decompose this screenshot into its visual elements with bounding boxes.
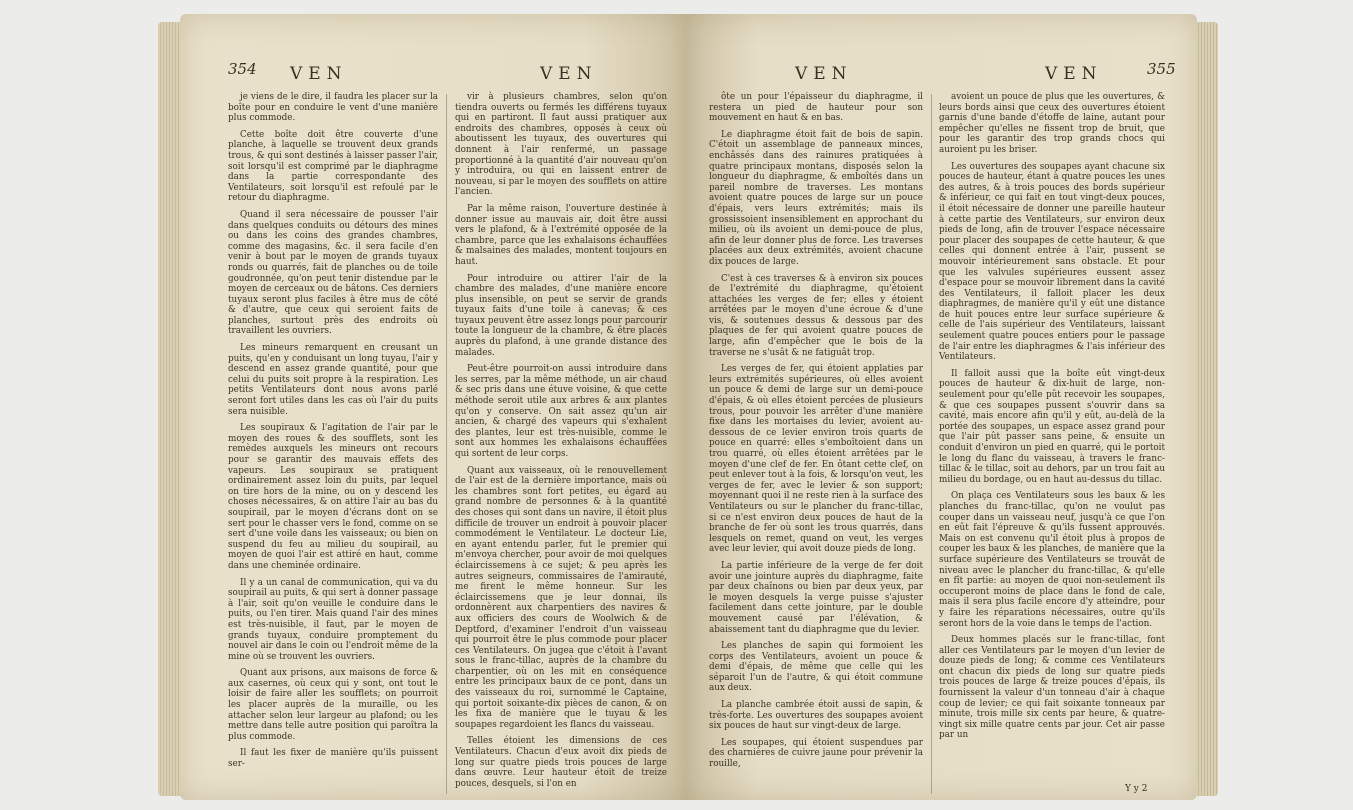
paragraph: Les verges de fer, qui étoient applaties par leurs extrémités supérieures, où elles avoient un pouce & demi de large sur un demi-pouce d'épais, & où elles étoient percées de plusieurs trous, pour pouvoir les arrêter d'une manière fixe dans les mortaises du levier, avoient au-dessous de ce levier environ trois quarts de pouce en quarré: elles s'emboîtoient dans un trou quarré, où elles étoient arrêtées par le moyen d'une clef de fer. En ôtant cette clef, on peut enlever tout à la fois, & lorsqu'on veut, les verges de fer, avec le levier & son support; moyennant quoi il ne reste rien à la surface des Ventilateurs ou sur le plancher du franc-tillac, si ce n'est environ deux pouces de haut de la branche de fer où sont les trous quarrés, dans lesquels on remet, quand on veut, les verges avec leur levier, qui avoit douze pieds de long. <box>709 364 923 555</box>
paragraph: La planche cambrée étoit aussi de sapin, & très-forte. Les ouvertures des soupapes avoient six pouces de haut sur vingt-deux de large. <box>709 700 923 732</box>
paragraph: Peut-être pourroit-on aussi introduire dans les serres, par la même méthode, un air chaud & sec pris dans une étuve voisine, & que cette méthode seroit utile aux arbres & aux plantes qu'on y conserve. On sait assez qu'un air ancien, & chargé des vapeurs qui s'exhalent des plantes, leur est très-nuisible, comme le sont aux hommes les exhalaisons échauffées qui sortent de leur corps. <box>455 364 667 459</box>
paragraph: Les soupiraux & l'agitation de l'air par le moyen des roues & des soufflets, sont les remèdes auxquels les mineurs ont recours pour se garantir des mauvais effets des vapeurs. Les soupiraux se pratiquent ordinairement assez loin du puits, par lequel on tire hors de la mine, ou on y descend les choses nécessaires, & on attire l'air au bas du soupirail, par le moyen d'écrans dont on se sert pour le chasser vers le fond, comme on se sert d'une voile dans les vaisseaux; ou bien on suspend du feu au milieu du soupirail, au moyen de quoi l'air est attiré en haut, comme dans une cheminée ordinaire. <box>228 423 438 571</box>
paragraph: La partie inférieure de la verge de fer doit avoir une jointure auprès du diaphragme, faite par deux chaînons ou bien par deux yeux, par le moyen desquels la verge puisse s'ajuster facilement dans cette jointure, par le double mouvement causé par l'élévation, & abaissement tant du diaphragme que du levier. <box>709 560 923 635</box>
paragraph: Il falloit aussi que la boîte eût vingt-deux pouces de hauteur & dix-huit de large, non-seulement pour qu'elle pût recevoir les soupapes, & que ces soupapes pussent s'ouvrir dans sa cavité, mais encore afin qu'il y eût, au-delà de la portée des soupapes, un espace assez grand pour que l'air pût passer sans peine, & ensuite un conduit d'environ un pied en quarré, qui le portoit le long du flanc du vaisseau, à travers le franc-tillac & le tillac, soit au dehors, par un trou fait au milieu du bordage, ou en haut au-dessus du tillac. <box>939 368 1165 485</box>
paragraph: Les mineurs remarquent en creusant un puits, qu'en y conduisant un long tuyau, l'air y descend en assez grande quantité, pour que celui du puits soit propre à la respiration. Les petits Ventilateurs dont nous avons parlé seront fort utiles dans les cas où l'air du puits sera nuisible. <box>228 343 438 417</box>
left-page-column-1 <box>228 92 438 776</box>
paragraph: Cette boîte doit être couverte d'une planche, à laquelle se trouvent deux grands trous, & qui sont destinés à laisser passer l'air, soit lorsqu'il est comprimé par le diaphragme dans la partie correspondante des Ventilateurs, soit lorsqu'il est refoulé par le retour du diaphragme. <box>228 129 438 204</box>
paragraph: vir à plusieurs chambres, selon qu'on tiendra ouverts ou fermés les différens tuyaux qui en partiront. Il faut aussi pratiquer aux endroits des chambres, opposés à ceux où aboutissent les tuyaux, des ouvertures qui donnent à l'air renfermé, un passage proportionné à la quantité d'air nouveau qu'on y introduira, ou qui en laissent entrer de nouveau, si par le moyen des soufflets on attire l'ancien. <box>455 92 667 198</box>
paragraph: Les planches de sapin qui formoient les corps des Ventilateurs, avoient un pouce & demi d'épais, de même que celle qui les séparoit l'un de l'autre, & qui étoit commune aux deux. <box>709 641 923 694</box>
running-header-right: VEN <box>1045 64 1103 84</box>
column-rule <box>446 94 447 794</box>
paragraph: Quant aux vaisseaux, où le renouvellement de l'air est de la dernière importance, mais où les chambres sont fort petites, eu égard au grand nombre de personnes & à la quantité des choses qui sont dans un navire, il étoit plus difficile de trouver un endroit à pouvoir placer commodément le Ventilateur. Le docteur Lie, en ayant entendu parler, fut le premier qui m'envoya chercher, pour avoir de moi quelques éclaircissemens à ce sujet; & peu après les autres seigneurs, commissaires de l'amirauté, me firent le même honneur. Sur les éclaircissemens que je leur donnai, ils ordonnèrent aux charpentiers des navires & aux officiers des cours de Woolwich & de Deptford, d'examiner l'endroit d'un vaisseau qui pourroit être le plus commode pour placer ces Ventilateurs. On jugea que c'étoit à l'avant sous le franc-tillac, auprès de la chambre du charpentier, où on les mit en conséquence entre les principaux baux de ce pont, dans un des vaisseaux du roi, surnommé le Captaine, qui portoit soixante-dix pièces de canon, & on les fixa de manière que le tuyau & les soupapes regardoient les flancs du vaisseau. <box>455 465 667 730</box>
paragraph: Deux hommes placés sur le franc-tillac, font aller ces Ventilateurs par le moyen d'un levier de douze pieds de long; & comme ces Ventilateurs ont chacun dix pieds de long sur quatre pieds trois pouces de large & treize pouces d'épais, ils fournissent la valeur d'un tonneau d'air à chaque coup de levier; ce qui fait soixante tonneaux par minute, trois mille six cents par heure, & quatre-vingt six mille quatre cents par jour. Cet air passe par un <box>939 635 1165 741</box>
right-page <box>685 14 1197 800</box>
paragraph: Pour introduire ou attirer l'air de la chambre des malades, d'une manière encore plus insensible, on peut se servir de grands tuyaux faits d'une toile à canevas; & ces tuyaux peuvent être assez longs pour parcourir toute la longueur de la chambre, & être placés auprès du plafond, à une grande distance des malades. <box>455 273 667 358</box>
page-number: 355 <box>1147 60 1176 78</box>
right-page-edges <box>1196 22 1218 796</box>
paragraph: Quand il sera nécessaire de pousser l'air dans quelques conduits ou détours des mines ou dans les coins des grandes chambres, comme des magasins, &c. il sera facile d'en venir à bout par le moyen de grands tuyaux ronds ou quarrés, fait de planches ou de toile goudronnée, qu'on peut tenir distendue par le moyen de cerceaux ou de bâtons. Ces derniers tuyaux seront plus faciles à être mus de côté & d'autre, que ceux qui seroient faits de planches, surtout près des endroits où travaillent les ouvriers. <box>228 209 438 337</box>
paragraph: je viens de le dire, il faudra les placer sur la boîte pour en conduire le vent d'une manière plus commode. <box>228 92 438 124</box>
paragraph: C'est à ces traverses & à environ six pouces de l'extrémité du diaphragme, qu'étoient attachées les verges de fer; elles y étoient arrêtées par le moyen d'une écroue & d'une vis, & soutenues dessus & dessous par des plaques de fer qui avoient quatre pouces de large, afin d'empêcher que le bois de la traverse ne s'usât & ne fatiguât trop. <box>709 273 923 358</box>
right-page-column-2 <box>939 92 1165 747</box>
page-number: 354 <box>228 60 257 78</box>
signature-mark: Y y 2 <box>1125 784 1148 794</box>
paragraph: Il y a un canal de communication, qui va du soupirail au puits, & qui sert à donner passage à l'air, soit qu'on veuille le conduire dans le puits, ou l'en tirer. Mais quand l'air des mines est très-nuisible, il faut, par le moyen de grands tuyaux, conduire promptement du nouvel air dans le coin ou l'endroit même de la mine où se trouvent les ouvriers. <box>228 577 438 662</box>
running-header-left: VEN <box>290 64 348 84</box>
left-page <box>180 14 685 800</box>
running-header-left: VEN <box>795 64 853 84</box>
paragraph: ôte un pour l'épaisseur du diaphragme, il restera un pied de hauteur pour son mouvement en haut & en bas. <box>709 92 923 124</box>
running-header-right: VEN <box>540 64 598 84</box>
paragraph: Les ouvertures des soupapes ayant chacune six pouces de hauteur, étant à quatre pouces les unes des autres, & à trois pouces des bords supérieur & inférieur, ce qui fait en tout vingt-deux pouces, il étoit nécessaire de donner une pareille hauteur à cette partie des Ventilateurs, sur environ deux pieds de long, afin de trouver l'espace nécessaire pour placer des soupapes de cette hauteur, & que celles qui donnent entrée à l'air, pussent se mouvoir intérieurement sans obstacle. Et pour que les valvules supérieures eussent assez d'espace pour se mouvoir librement dans la cavité des Ventilateurs, il falloit placer les deux diaphragmes, de manière qu'il y eût une distance de huit pouces entre leur surface supérieure & celle de l'ais supérieur des Ventilateurs, laissant seulement quatre pouces entiers pour le passage de l'air entre les diaphragmes & l'ais inférieur des Ventilateurs. <box>939 161 1165 363</box>
paragraph: Le diaphragme étoit fait de bois de sapin. C'étoit un assemblage de panneaux minces, enchâssés dans des rainures pratiquées à quatre principaux montans, disposés selon la longueur du diaphragme, & emboîtés dans un pareil nombre de traverses. Les montans avoient quatre pouces de large sur un pouce d'épais, vers leurs extrémités; mais ils grossissoient insensiblement en approchant du milieu, où ils avoient un demi-pouce de plus, afin de leur donner plus de force. Les traverses placées aux deux extrémités, avoient chacune dix pouces de large. <box>709 129 923 267</box>
left-page-column-2 <box>455 92 667 795</box>
open-book <box>8 14 1348 804</box>
paragraph: Quant aux prisons, aux maisons de force & aux casernes, où ceux qui y sont, ont tout le loisir de faire aller les soufflets; on pourroit les placer auprès de la muraille, ou les attacher selon leur largeur au plafond; ou les mettre dans telle autre position qui paroîtra la plus commode. <box>228 668 438 742</box>
paragraph: Il faut les fixer de manière qu'ils puissent ser- <box>228 748 438 770</box>
paragraph: On plaça ces Ventilateurs sous les baux & les planches du franc-tillac, qu'on ne voulut pas couper dans un vaisseau neuf, jusqu'à ce que l'on en eût fait l'épreuve & qu'ils fussent approuvés. Mais on est convenu qu'il étoit plus à propos de couper les baux & les planches, de manière que la surface supérieure des Ventilateurs se trouvât de niveau avec le plancher du franc-tillac, & qu'elle en fît partie: au moyen de quoi non-seulement ils occuperont moins de place dans le fond de cale, mais il sera plus facile encore d'y atteindre, pour y faire les réparations nécessaires, outre qu'ils seront hors de la voie dans le temps de l'action. <box>939 491 1165 629</box>
paragraph: Par la même raison, l'ouverture destinée à donner issue au mauvais air, doit être aussi vers le plafond, & à l'extrémité opposée de la chambre, parce que les exhalaisons échauffées & malsaines des malades, montent toujours en haut. <box>455 203 667 267</box>
paragraph: avoient un pouce de plus que les ouvertures, & leurs bords ainsi que ceux des ouvertures étoient garnis d'une bande d'étoffe de laine, autant pour empêcher qu'elles ne fissent trop de bruit, que pour les garantir des trop grands chocs qui auroient pu les briser. <box>939 92 1165 155</box>
left-page-edges <box>158 22 182 796</box>
paragraph: Les soupapes, qui étoient suspendues par des charnières de cuivre jaune pour prévenir la rouille, <box>709 737 923 770</box>
paragraph: Telles étoient les dimensions de ces Ventilateurs. Chacun d'eux avoit dix pieds de long sur quatre pieds trois pouces de large dans œuvre. Leur hauteur étoit de treize pouces, desquels, si l'on en <box>455 736 667 789</box>
right-page-column-1 <box>709 92 923 776</box>
column-rule <box>931 94 932 794</box>
